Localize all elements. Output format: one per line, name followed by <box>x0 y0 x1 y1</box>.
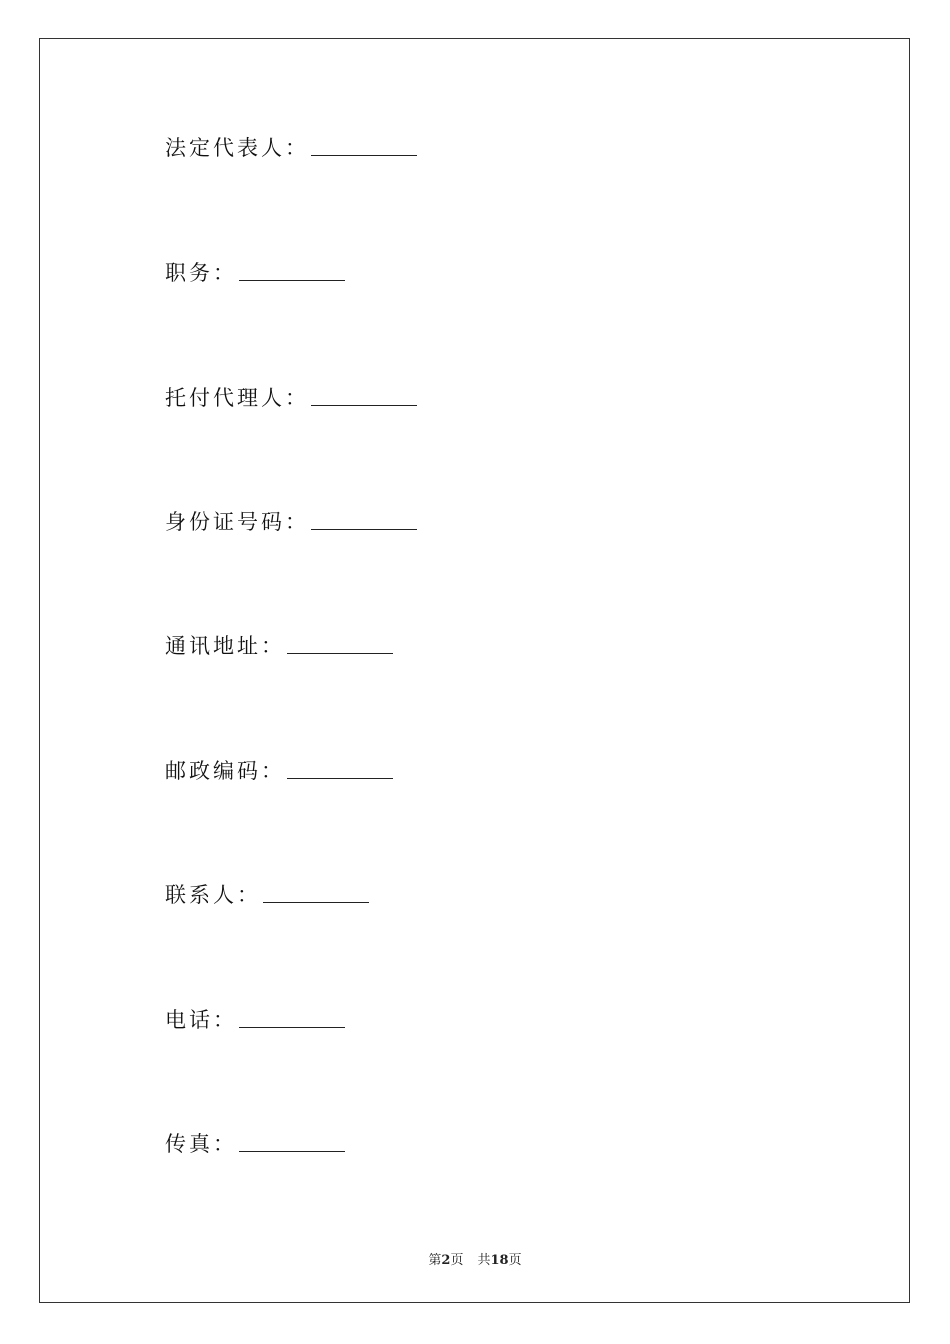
field-legal-representative <box>165 138 417 159</box>
page-suffix: 页 <box>450 1253 464 1268</box>
fill-in-blank <box>239 279 345 281</box>
field-contact-person <box>165 885 369 906</box>
page-current: 2 <box>441 1253 451 1268</box>
fill-in-blank <box>311 528 417 530</box>
page-total: 18 <box>490 1253 509 1268</box>
page-prefix: 第 <box>428 1253 442 1268</box>
field-label: 邮政编码： <box>165 759 285 783</box>
page-border <box>39 38 910 1303</box>
page-footer <box>0 1249 950 1268</box>
field-label: 托付代理人： <box>165 386 309 410</box>
total-prefix: 共 <box>477 1253 491 1268</box>
fill-in-blank <box>311 154 417 156</box>
fill-in-blank <box>287 777 393 779</box>
field-authorized-agent <box>165 388 417 409</box>
total-suffix: 页 <box>508 1253 522 1268</box>
fill-in-blank <box>239 1026 345 1028</box>
fill-in-blank <box>263 901 369 903</box>
field-label: 职务： <box>165 261 237 285</box>
field-phone <box>165 1010 345 1031</box>
field-id-number <box>165 512 417 533</box>
field-label: 法定代表人： <box>165 136 309 160</box>
fill-in-blank <box>311 404 417 406</box>
field-label: 通讯地址： <box>165 634 285 658</box>
field-position <box>165 263 345 284</box>
fill-in-blank <box>239 1150 345 1152</box>
field-label: 联系人： <box>165 883 261 907</box>
field-label: 电话： <box>165 1008 237 1032</box>
fill-in-blank <box>287 652 393 654</box>
field-postal-code <box>165 761 393 782</box>
field-fax <box>165 1134 345 1155</box>
field-label: 身份证号码： <box>165 510 309 534</box>
field-mailing-address <box>165 636 393 657</box>
field-label: 传真： <box>165 1132 237 1156</box>
